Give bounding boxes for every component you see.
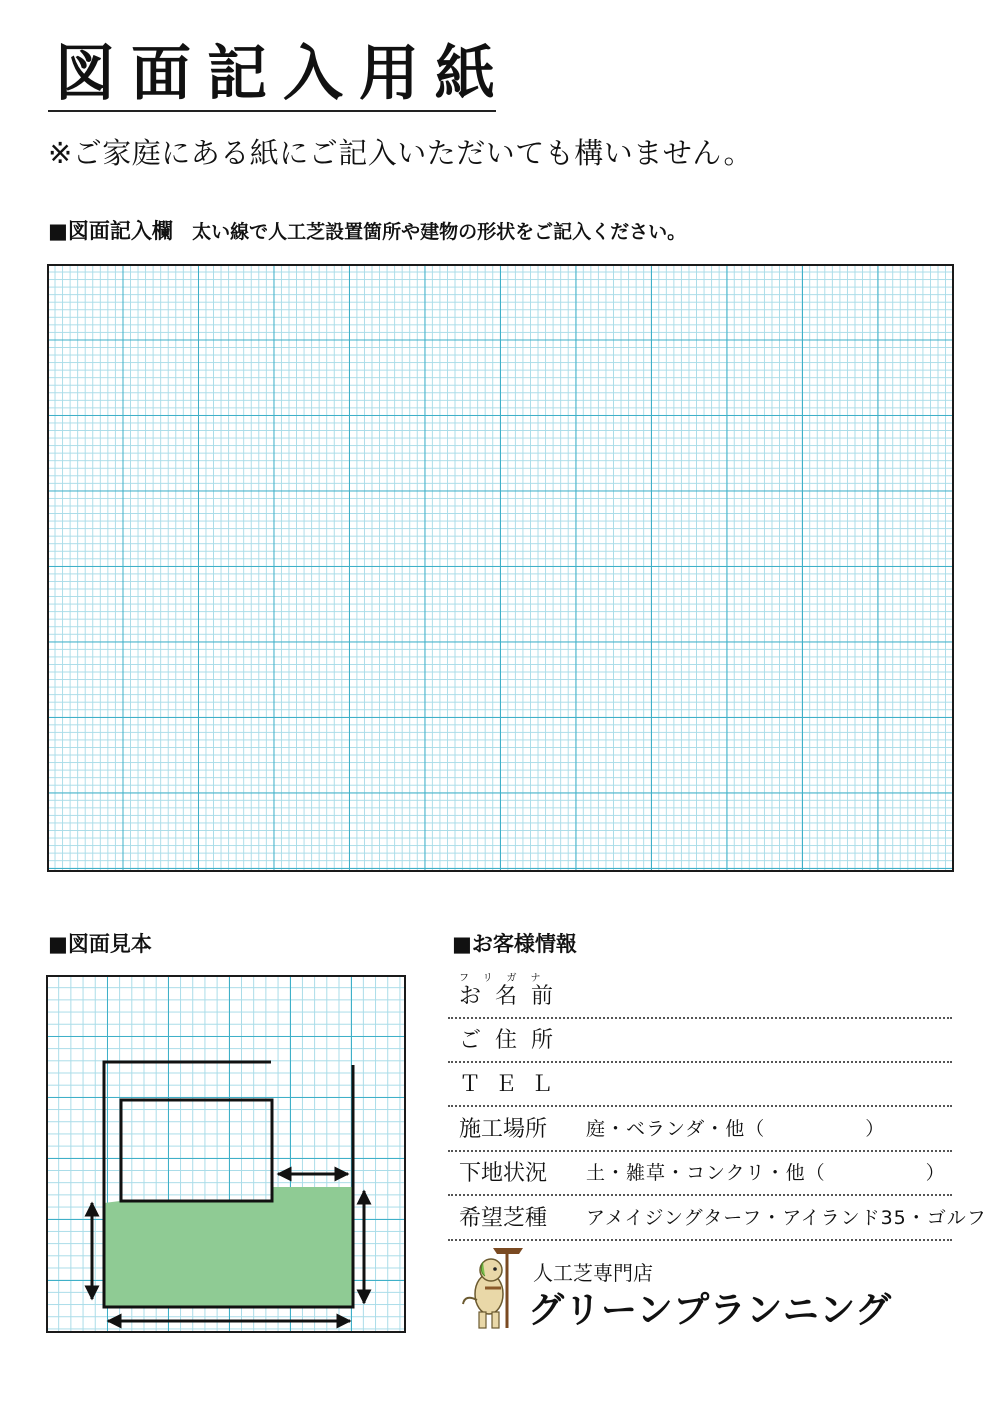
install-location-label: 施工場所 [459,1117,548,1142]
drawing-grid-area[interactable] [47,264,954,872]
address-row[interactable] [448,1019,952,1063]
install-location-row[interactable] [448,1108,952,1152]
lawn-area [104,1187,353,1307]
address-label: ご住所 [459,1028,568,1053]
dog-mascot-icon [455,1242,525,1332]
company-name: グリーンプランニング [528,1290,892,1331]
drawing-section-heading [48,216,686,247]
ground-condition-label: 下地状況 [459,1161,548,1186]
turf-type-options[interactable]: アメイジングターフ・アイランド35・ゴルフ [586,1207,987,1229]
name-row[interactable] [448,975,952,1019]
customer-section-heading: ■お客様情報 [452,932,577,956]
name-label: お名前 [459,984,568,1009]
ground-condition-options[interactable]: 土・雑草・コンクリ・他（ ） [586,1162,946,1184]
title-underline [48,110,496,112]
sample-section-heading: ■図面見本 [48,932,152,956]
install-location-options[interactable]: 庭・ベランダ・他（ ） [586,1118,886,1140]
sample-diagram [48,977,404,1331]
building-outline [121,1100,272,1201]
furigana-label: フリガナ [459,973,555,984]
tel-label: ＴＥＬ [459,1072,568,1097]
turf-type-row[interactable] [448,1197,987,1241]
ground-condition-row[interactable] [448,1152,952,1196]
subtitle-note: ※ご家庭にある紙にご記入いただいても構いません。 [48,136,754,170]
sample-drawing [46,975,406,1333]
page-title: 図面記入用紙 [55,39,511,109]
turf-type-label: 希望芝種 [459,1206,548,1231]
drawing-section-title: ■図面記入欄 [48,219,173,243]
drawing-instruction: 太い線で人工芝設置箇所や建物の形状をご記入ください。 [192,221,687,243]
tel-row[interactable] [448,1063,952,1107]
company-subtitle: 人工芝専門店 [533,1261,653,1285]
